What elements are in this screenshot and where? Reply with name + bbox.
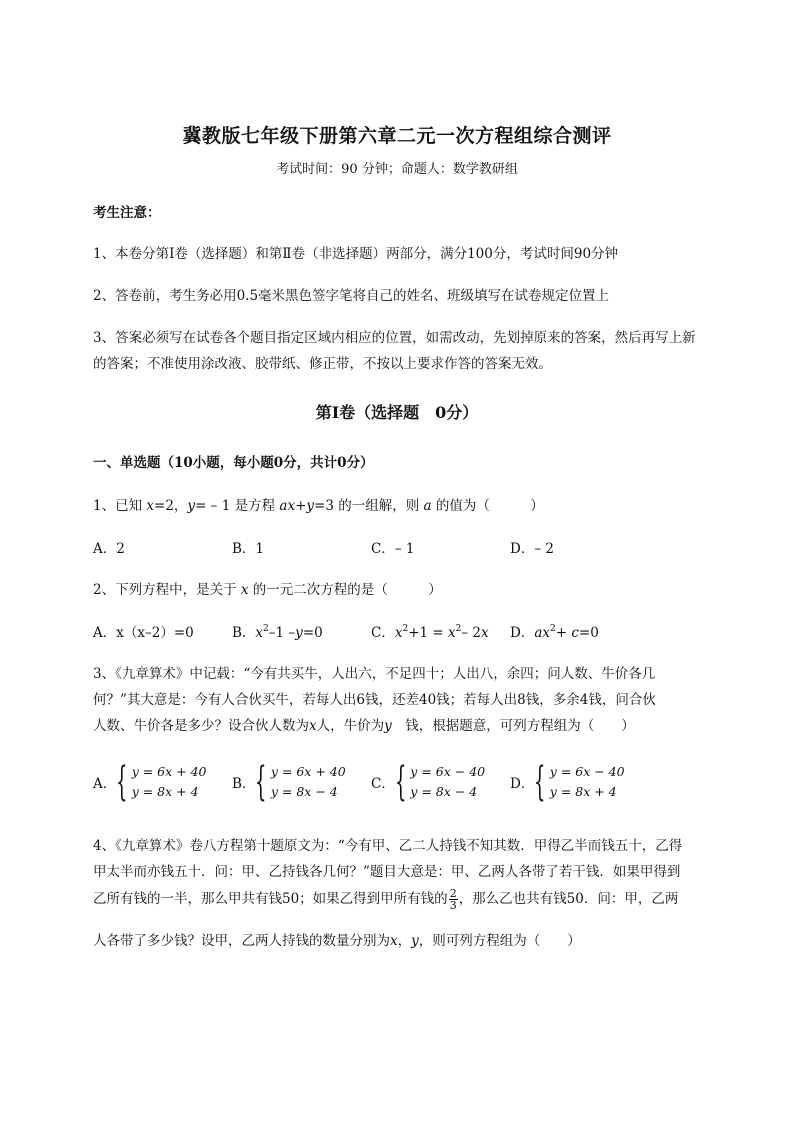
fraction: $\frac{2}{3}$ xyxy=(449,887,457,912)
q3-option-b[interactable]: B． { y = 6x + 40 y = 8x − 4 xyxy=(232,759,346,805)
q1-option-d[interactable]: D．– 2 xyxy=(510,541,554,557)
q3-option-d[interactable]: D． { y = 6x − 40 y = 8x + 4 xyxy=(510,759,625,805)
notice-item-3-cont: 的答案；不准使用涂改液、胶带纸、修正带，不按以上要求作答的答案无效。 xyxy=(93,356,552,372)
q3-option-c[interactable]: C． { y = 6x − 40 y = 8x − 4 xyxy=(371,759,486,805)
q2-option-a[interactable]: A．x（x–2）=0 xyxy=(93,625,194,641)
brace-icon: { xyxy=(255,759,267,805)
brace-icon: { xyxy=(394,759,407,805)
notice-item-1: 1、本卷分第Ⅰ卷（选择题）和第Ⅱ卷（非选择题）两部分，满分100分，考试时间90分钟 xyxy=(93,246,619,262)
exam-subtitle: 考试时间：90 分钟；命题人：数学教研组 xyxy=(276,162,518,177)
notice-item-2: 2、答卷前，考生务必用0.5毫米黑色签字笔将自己的姓名、班级填写在试卷规定位置上 xyxy=(93,288,610,304)
notice-item-3: 3、答案必须写在试卷各个题目指定区域内相应的位置，如需改动，先划掉原来的答案，然后再写上新 xyxy=(93,330,696,346)
question-4-line-3: 乙所有钱的一半，那么甲共有钱50；如果乙得到甲所有钱的 $\frac{2}{3}$ ，那么乙也共有钱50．问：甲，乙两 xyxy=(93,887,679,912)
q2-option-b[interactable]: B．$x^2-1$ –y=0 xyxy=(232,624,323,641)
q1-option-c[interactable]: C．– 1 xyxy=(371,541,415,557)
brace-icon: { xyxy=(116,759,128,805)
question-3-line-1: 3、《九章算术》中记载：“今有共买牛，人出六，不足四十；人出八，余四；问人数、牛价各几 xyxy=(93,666,656,682)
q1-option-a[interactable]: A．2 xyxy=(93,541,125,557)
question-3-line-3: 人数、牛价各是多少？设合伙人数为x人，牛价为y 钱，根据题意，可列方程组为（ ） xyxy=(93,718,635,734)
brace-icon: { xyxy=(534,759,546,805)
q2-option-d[interactable]: D．$ax^2+ c=0$ xyxy=(510,624,599,641)
question-4-line-2: 甲太半而亦钱五十．问：甲、乙持钱各几何？”题目大意是：甲、乙两人各带了若干钱．如果甲得到 xyxy=(93,864,681,880)
question-1: 1、已知 x=2，y= – 1 是方程 ax+y=3 的一组解，则 a 的值为（ ） xyxy=(93,498,544,514)
question-3-line-2: 何？”其大意是：今有人合伙买牛，若每人出6钱，还差40钱；若每人出8钱，多余4钱，问合伙 xyxy=(93,692,656,708)
notice-heading: 考生注意： xyxy=(93,205,161,221)
part-heading: 一、单选题（10小题，每小题0分，共计0分） xyxy=(93,455,374,471)
question-2: 2、下列方程中，是关于 x 的一元二次方程的是（ ） xyxy=(93,582,442,598)
q3-option-a[interactable]: A． { y = 6x + 40 y = 8x + 4 xyxy=(93,759,207,805)
q1-option-b[interactable]: B．1 xyxy=(232,541,265,557)
section-title: 第Ⅰ卷（选择题 0分） xyxy=(315,403,479,422)
question-4-line-4: 人各带了多少钱？设甲，乙两人持钱的数量分别为x，y，则可列方程组为（ ） xyxy=(93,933,581,949)
exam-title: 冀教版七年级下册第六章二元一次方程组综合测评 xyxy=(182,125,612,147)
question-4-line-1: 4、《九章算术》卷八方程第十题原文为：“今有甲、乙二人持钱不知其数．甲得乙半而钱五十，乙得 xyxy=(93,838,683,854)
q2-option-c[interactable]: C．$x^2+1 = x^2-$ 2x xyxy=(371,624,489,641)
